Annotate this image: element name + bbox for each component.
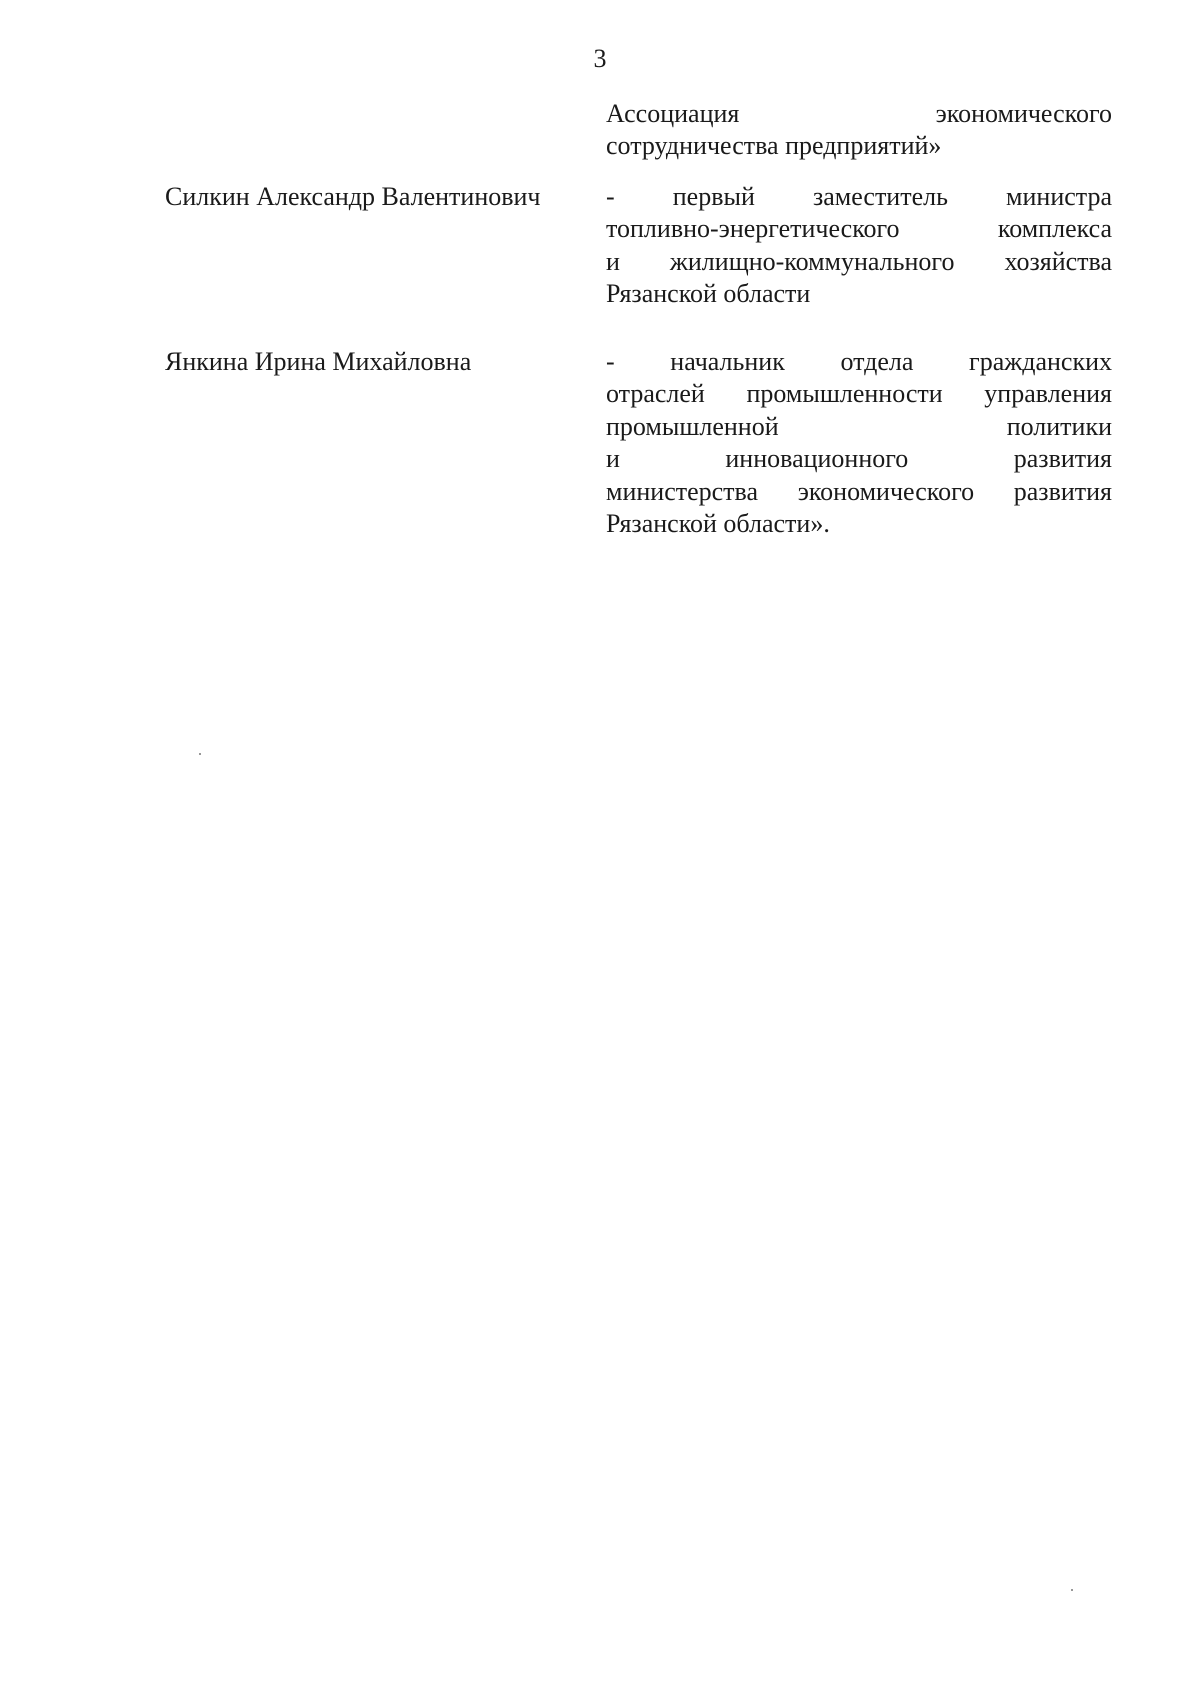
page-number: 3 xyxy=(593,44,607,73)
scan-speck xyxy=(1071,1589,1073,1591)
position-line: - первый заместитель министра xyxy=(606,182,1112,211)
position-line: Рязанской области xyxy=(606,279,811,309)
member-position xyxy=(606,346,1112,540)
position-line: - начальник отдела гражданских xyxy=(606,347,1112,376)
position-line: министерства экономического развития xyxy=(606,476,1112,506)
position-line: отраслей промышленности управления xyxy=(606,379,1112,409)
position-line: топливно-энергетического комплекса xyxy=(606,214,1112,244)
position-line: и инновационного развития xyxy=(606,444,1112,474)
position-line: Рязанской области». xyxy=(606,509,830,539)
member-name: Силкин Александр Валентинович xyxy=(165,182,541,211)
continuation-line: сотрудничества предприятий» xyxy=(606,131,942,161)
position-line: промышленной политики xyxy=(606,411,1112,441)
position-line: и жилищно-коммунального хозяйства xyxy=(606,246,1112,276)
scan-speck xyxy=(199,753,201,755)
continuation-text xyxy=(606,98,1112,163)
member-position xyxy=(606,181,1112,311)
member-name: Янкина Ирина Михайловна xyxy=(165,347,472,376)
continuation-line: Ассоциация экономического xyxy=(606,99,1112,128)
